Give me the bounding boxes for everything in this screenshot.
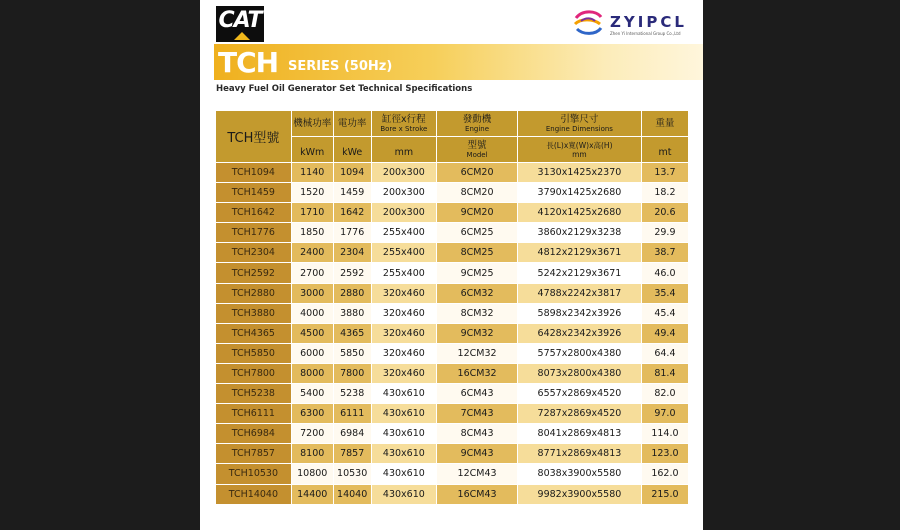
cell-bore: 430x610 [371, 484, 437, 504]
table-row [216, 404, 689, 424]
cell-bore: 320x460 [371, 283, 437, 303]
cell-dims: 8041x2869x4813 [517, 424, 641, 444]
cell-dims: 8073x2800x4380 [517, 363, 641, 383]
cell-kwm: 2400 [291, 243, 333, 263]
cell-dims: 4120x1425x2680 [517, 203, 641, 223]
cell-model: TCH2592 [216, 263, 292, 283]
cell-model: TCH2880 [216, 283, 292, 303]
cell-bore: 200x300 [371, 203, 437, 223]
unit-kwm: kWm [291, 137, 333, 163]
table-row [216, 444, 689, 464]
cell-weight: 123.0 [641, 444, 688, 464]
header-bore-stroke: 缸徑x行程 Bore x Stroke [371, 111, 437, 137]
cell-weight: 35.4 [641, 283, 688, 303]
unit-dimensions: 長(L)x寬(W)x高(H) mm [517, 137, 641, 163]
cell-model: TCH5238 [216, 384, 292, 404]
cell-dims: 8038x3900x5580 [517, 464, 641, 484]
cell-kwe: 6984 [333, 424, 371, 444]
cell-dims: 9982x3900x5580 [517, 484, 641, 504]
cell-kwe: 1094 [333, 163, 371, 183]
cell-kwm: 8100 [291, 444, 333, 464]
header-model: TCH型號 [216, 111, 292, 163]
header-elec-power: 電功率 [333, 111, 371, 137]
cell-kwe: 5238 [333, 384, 371, 404]
table-row [216, 424, 689, 444]
zyipcl-logo-text: ZYIPCL [610, 13, 687, 31]
spec-table [215, 110, 689, 505]
cell-weight: 18.2 [641, 183, 688, 203]
cell-dims: 4812x2129x3671 [517, 243, 641, 263]
cell-model: TCH2304 [216, 243, 292, 263]
cell-kwm: 6000 [291, 343, 333, 363]
cat-logo [216, 6, 264, 42]
cell-dims: 7287x2869x4520 [517, 404, 641, 424]
cat-logo-text: CAT [218, 8, 262, 33]
cell-bore: 430x610 [371, 444, 437, 464]
cell-kwe: 2592 [333, 263, 371, 283]
cell-engine: 9CM43 [437, 444, 518, 464]
cell-engine: 8CM43 [437, 424, 518, 444]
cell-model: TCH6111 [216, 404, 292, 424]
cell-weight: 64.4 [641, 343, 688, 363]
series-name: TCH [218, 46, 279, 79]
cell-kwe: 1459 [333, 183, 371, 203]
cell-dims: 5757x2800x4380 [517, 343, 641, 363]
cell-bore: 200x300 [371, 183, 437, 203]
cell-model: TCH3880 [216, 303, 292, 323]
cell-engine: 8CM20 [437, 183, 518, 203]
zyipcl-logo-subtext: Zhen Yi International Group Co.,Ltd [610, 31, 681, 36]
cell-engine: 6CM43 [437, 384, 518, 404]
cell-dims: 4788x2242x3817 [517, 283, 641, 303]
cell-weight: 46.0 [641, 263, 688, 283]
cell-model: TCH1776 [216, 223, 292, 243]
cell-bore: 430x610 [371, 464, 437, 484]
cell-weight: 38.7 [641, 243, 688, 263]
cell-engine: 12CM43 [437, 464, 518, 484]
cell-kwe: 2880 [333, 283, 371, 303]
cell-bore: 320x460 [371, 323, 437, 343]
cell-model: TCH7800 [216, 363, 292, 383]
cell-engine: 9CM20 [437, 203, 518, 223]
table-row [216, 303, 689, 323]
cell-bore: 255x400 [371, 263, 437, 283]
cell-bore: 200x300 [371, 163, 437, 183]
cell-dims: 8771x2869x4813 [517, 444, 641, 464]
cell-kwm: 2700 [291, 263, 333, 283]
cell-bore: 430x610 [371, 424, 437, 444]
cell-engine: 9CM25 [437, 263, 518, 283]
cell-kwe: 14040 [333, 484, 371, 504]
table-row [216, 203, 689, 223]
cell-kwe: 3880 [333, 303, 371, 323]
cell-kwe: 4365 [333, 323, 371, 343]
cell-bore: 430x610 [371, 384, 437, 404]
unit-mm: mm [371, 137, 437, 163]
cell-dims: 3130x1425x2370 [517, 163, 641, 183]
cell-kwm: 4000 [291, 303, 333, 323]
cell-engine: 6CM25 [437, 223, 518, 243]
cell-kwm: 10800 [291, 464, 333, 484]
table-row [216, 263, 689, 283]
cell-kwm: 1710 [291, 203, 333, 223]
table-row [216, 283, 689, 303]
cell-kwm: 6300 [291, 404, 333, 424]
cell-dims: 3860x2129x3238 [517, 223, 641, 243]
cell-model: TCH10530 [216, 464, 292, 484]
header-dimensions: 引擎尺寸 Engine Dimensions [517, 111, 641, 137]
cell-engine: 6CM32 [437, 283, 518, 303]
unit-engine-model: 型號 Model [437, 137, 518, 163]
cell-engine: 16CM32 [437, 363, 518, 383]
cell-kwe: 1776 [333, 223, 371, 243]
table-row [216, 464, 689, 484]
cell-engine: 12CM32 [437, 343, 518, 363]
cell-engine: 9CM32 [437, 323, 518, 343]
cell-model: TCH7857 [216, 444, 292, 464]
cell-kwm: 14400 [291, 484, 333, 504]
cell-weight: 13.7 [641, 163, 688, 183]
table-row [216, 343, 689, 363]
cell-engine: 8CM32 [437, 303, 518, 323]
cell-dims: 5242x2129x3671 [517, 263, 641, 283]
cell-kwm: 3000 [291, 283, 333, 303]
table-row [216, 183, 689, 203]
cell-kwm: 8000 [291, 363, 333, 383]
unit-kwe: kWe [333, 137, 371, 163]
cat-triangle-icon [234, 32, 250, 40]
document-page [200, 0, 703, 530]
cell-weight: 97.0 [641, 404, 688, 424]
series-suffix: SERIES (50Hz) [288, 59, 393, 74]
cell-model: TCH1094 [216, 163, 292, 183]
zyipcl-logo [572, 10, 692, 38]
cell-weight: 29.9 [641, 223, 688, 243]
cell-kwm: 4500 [291, 323, 333, 343]
cell-weight: 215.0 [641, 484, 688, 504]
table-row [216, 384, 689, 404]
document-subtitle: Heavy Fuel Oil Generator Set Technical Specifications [216, 84, 473, 94]
cell-kwm: 1520 [291, 183, 333, 203]
cell-kwe: 2304 [333, 243, 371, 263]
swirl-logo-icon [572, 10, 604, 36]
cell-weight: 114.0 [641, 424, 688, 444]
table-row [216, 163, 689, 183]
cell-model: TCH6984 [216, 424, 292, 444]
table-header-row [216, 111, 689, 137]
header-mech-power: 機械功率 [291, 111, 333, 137]
cell-kwm: 5400 [291, 384, 333, 404]
cell-kwm: 1140 [291, 163, 333, 183]
cell-kwm: 7200 [291, 424, 333, 444]
cell-engine: 7CM43 [437, 404, 518, 424]
cell-weight: 162.0 [641, 464, 688, 484]
cell-bore: 320x460 [371, 363, 437, 383]
cell-model: TCH4365 [216, 323, 292, 343]
cell-model: TCH1459 [216, 183, 292, 203]
cell-kwm: 1850 [291, 223, 333, 243]
cell-engine: 8CM25 [437, 243, 518, 263]
cell-bore: 255x400 [371, 223, 437, 243]
cell-weight: 82.0 [641, 384, 688, 404]
cell-model: TCH14040 [216, 484, 292, 504]
series-banner [214, 44, 703, 80]
table-row [216, 484, 689, 504]
table-row [216, 363, 689, 383]
cell-bore: 320x460 [371, 343, 437, 363]
cell-weight: 20.6 [641, 203, 688, 223]
cell-kwe: 5850 [333, 343, 371, 363]
cell-kwe: 10530 [333, 464, 371, 484]
cell-engine: 6CM20 [437, 163, 518, 183]
cell-dims: 3790x1425x2680 [517, 183, 641, 203]
table-row [216, 323, 689, 343]
cell-bore: 430x610 [371, 404, 437, 424]
cell-kwe: 1642 [333, 203, 371, 223]
cell-model: TCH5850 [216, 343, 292, 363]
cell-bore: 320x460 [371, 303, 437, 323]
header-engine: 發動機 Engine [437, 111, 518, 137]
header-weight: 重量 [641, 111, 688, 137]
cell-weight: 49.4 [641, 323, 688, 343]
cell-model: TCH1642 [216, 203, 292, 223]
cell-dims: 6557x2869x4520 [517, 384, 641, 404]
cell-dims: 5898x2342x3926 [517, 303, 641, 323]
cell-dims: 6428x2342x3926 [517, 323, 641, 343]
cell-weight: 45.4 [641, 303, 688, 323]
table-row [216, 223, 689, 243]
unit-mt: mt [641, 137, 688, 163]
table-row [216, 243, 689, 263]
cell-kwe: 7857 [333, 444, 371, 464]
cell-kwe: 6111 [333, 404, 371, 424]
cell-engine: 16CM43 [437, 484, 518, 504]
cell-kwe: 7800 [333, 363, 371, 383]
cell-bore: 255x400 [371, 243, 437, 263]
cell-weight: 81.4 [641, 363, 688, 383]
